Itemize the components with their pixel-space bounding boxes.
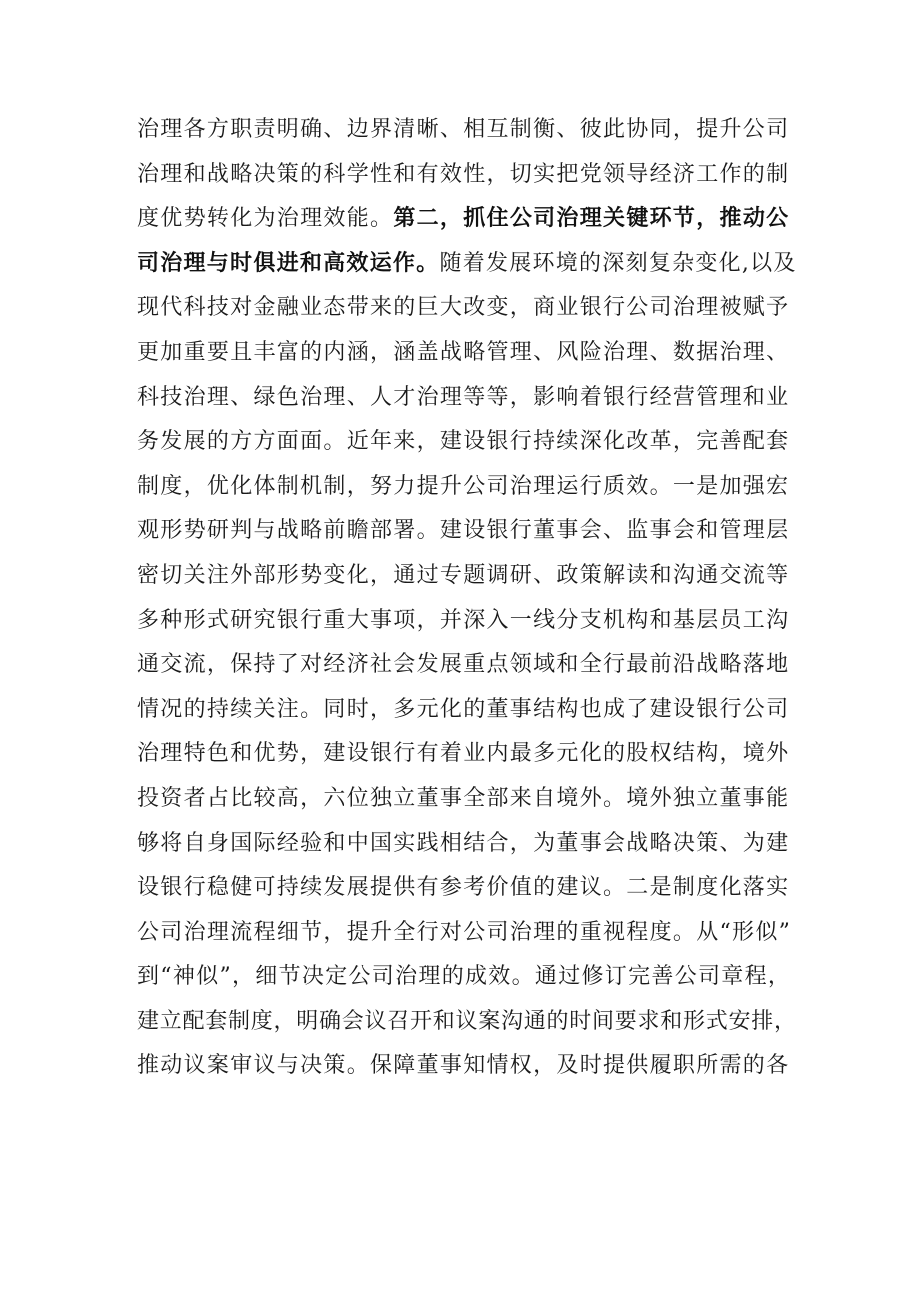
text-line xyxy=(137,376,797,421)
text-segment: 情况的持续关注。同时，多元化的董事结构也成了建设银行公司 xyxy=(137,696,790,722)
text-segment: 投资者占比较高，六位独立董事全部来自境外。境外独立董事能 xyxy=(137,785,790,811)
text-line xyxy=(137,509,797,554)
text-line xyxy=(137,331,797,376)
text-segment: 治理和战略决策的科学性和有效性，切实把党领导经济工作的制 xyxy=(137,161,790,187)
text-line xyxy=(137,732,797,777)
text-segment: 治理各方职责明确、边界清晰、相互制衡、彼此协同，提升公司 xyxy=(137,117,790,142)
bold-text-segment: 司治理与时俱进和高效运作。 xyxy=(137,250,440,276)
text-segment: 制度，优化体制机制，努力提升公司治理运行质效。一是加强宏 xyxy=(137,473,790,499)
body-paragraph xyxy=(137,108,797,1089)
text-segment: 更加重要且丰富的内涵，涵盖战略管理、风险治理、数据治理、 xyxy=(137,339,790,365)
text-line xyxy=(137,599,797,644)
text-line xyxy=(137,643,797,688)
text-line xyxy=(137,1044,797,1089)
text-segment: 设银行稳健可持续发展提供有参考价值的建议。二是制度化落实 xyxy=(137,875,790,901)
text-segment: 务发展的方方面面。近年来，建设银行持续深化改革，完善配套 xyxy=(137,429,790,455)
text-segment: 科技治理、绿色治理、人才治理等等，影响着银行经营管理和业 xyxy=(137,384,790,410)
text-segment: 治理特色和优势，建设银行有着业内最多元化的股权结构，境外 xyxy=(137,741,790,767)
text-line xyxy=(137,286,797,331)
text-segment: 随着发展环境的深刻复杂变化,以及 xyxy=(439,250,797,276)
text-segment: 密切关注外部形势变化，通过专题调研、政策解读和沟通交流等 xyxy=(137,562,790,588)
text-line xyxy=(137,688,797,733)
text-line xyxy=(137,866,797,911)
text-segment: 观形势研判与战略前瞻部署。建设银行董事会、监事会和管理层 xyxy=(137,518,790,544)
text-line xyxy=(137,554,797,599)
text-line xyxy=(137,955,797,1000)
text-line xyxy=(137,242,797,287)
text-segment: 推动议案审议与决策。保障董事知情权，及时提供履职所需的各 xyxy=(137,1053,790,1079)
text-line xyxy=(137,822,797,867)
text-segment: 多种形式研究银行重大事项，并深入一线分支机构和基层员工沟 xyxy=(137,607,790,633)
text-segment: 到“神似”，细节决定公司治理的成效。通过修订完善公司章程， xyxy=(137,964,792,990)
text-segment: 现代科技对金融业态带来的巨大改变，商业银行公司治理被赋予 xyxy=(137,295,790,321)
text-segment: 度优势转化为治理效能。 xyxy=(137,206,394,232)
text-line xyxy=(137,911,797,956)
text-line xyxy=(137,197,797,242)
text-segment: 建立配套制度，明确会议召开和议案沟通的时间要求和形式安排， xyxy=(137,1008,797,1034)
text-segment: 通交流，保持了对经济社会发展重点领域和全行最前沿战略落地 xyxy=(137,652,790,678)
text-line xyxy=(137,777,797,822)
text-line xyxy=(137,153,797,198)
text-line xyxy=(137,1000,797,1045)
text-line xyxy=(137,108,797,153)
text-line xyxy=(137,465,797,510)
text-segment: 公司治理流程细节，提升全行对公司治理的重视程度。从“形似” xyxy=(137,919,792,945)
bold-text-segment: 第二，抓住公司治理关键环节，推动公 xyxy=(393,206,790,232)
text-segment: 够将自身国际经验和中国实践相结合，为董事会战略决策、为建 xyxy=(137,830,790,856)
text-line xyxy=(137,420,797,465)
